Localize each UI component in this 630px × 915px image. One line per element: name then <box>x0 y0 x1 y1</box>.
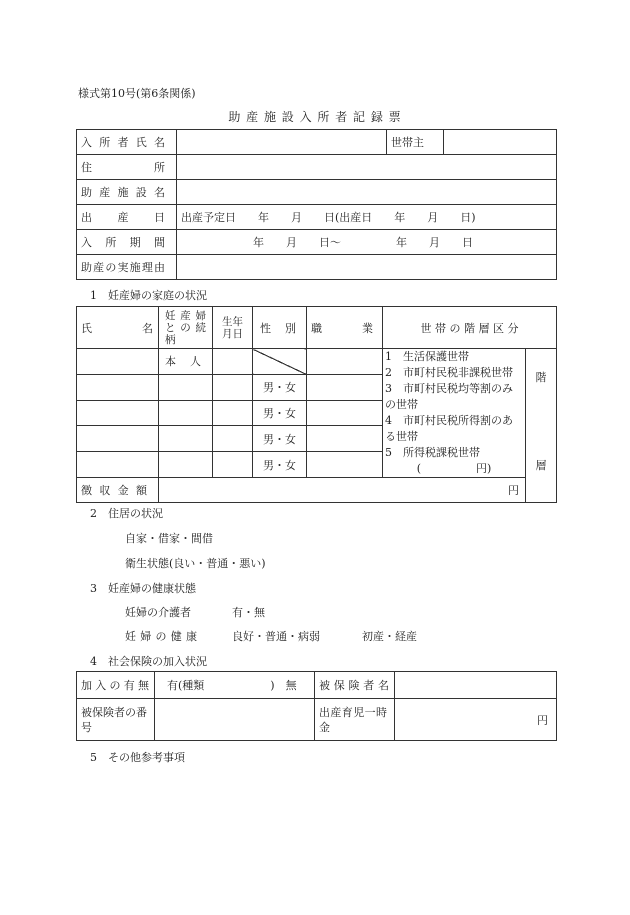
health-value: 良好・普通・病弱 <box>232 630 320 643</box>
member4-job[interactable] <box>307 426 383 452</box>
insured-no-field[interactable] <box>155 699 315 741</box>
member4-birthdate[interactable] <box>213 426 253 452</box>
reason-label: 助産の実施理由 <box>77 255 177 280</box>
member1-birthdate[interactable] <box>213 349 253 375</box>
household-head-label: 世帯主 <box>387 130 444 155</box>
class-item-3: 3 市町村民税均等割のみの世帯 <box>385 382 513 411</box>
member5-birthdate[interactable] <box>213 452 253 478</box>
member3-sex[interactable]: 男・女 <box>253 400 307 426</box>
address-label: 住所 <box>77 155 177 180</box>
member3-job[interactable] <box>307 400 383 426</box>
parity-value: 初産・経産 <box>362 630 417 643</box>
class-item-1: 1 生活保護世帯 <box>385 350 469 363</box>
applicant-info-table <box>76 129 557 280</box>
hygiene-state: 衛生状態(良い・普通・悪い) <box>125 557 266 570</box>
health-label: 妊婦の健康 <box>125 630 197 643</box>
class-list <box>383 349 526 478</box>
lump-sum-field[interactable] <box>395 699 557 741</box>
insured-no-label: 被保険者の番号 <box>77 699 155 741</box>
period-label: 入所期間 <box>77 230 177 255</box>
collection-yen: 円 <box>508 484 519 497</box>
lump-sum-yen: 円 <box>537 713 548 727</box>
name-field[interactable] <box>177 130 387 155</box>
member5-sex[interactable]: 男・女 <box>253 452 307 478</box>
member4-name[interactable] <box>77 426 159 452</box>
enroll-label: 加入の有無 <box>77 672 155 699</box>
facility-field[interactable] <box>177 180 557 205</box>
col-job: 職業 <box>307 307 383 349</box>
birth-date-field[interactable]: 出産予定日 年 月 日(出産日 年 月 日) <box>177 205 557 230</box>
class-paren: ( 円) <box>416 462 492 475</box>
member2-birthdate[interactable] <box>213 374 253 400</box>
class-item-5: 5 所得税課税世帯 <box>385 446 480 459</box>
member2-job[interactable] <box>307 374 383 400</box>
member2-relation[interactable] <box>159 374 213 400</box>
form-reference: 様式第10号(第6条関係) <box>78 87 196 100</box>
collection-amount-field[interactable] <box>159 478 526 503</box>
self-label-cell: 本人 <box>159 349 213 375</box>
member1-job[interactable] <box>307 349 383 375</box>
birth-date-label: 出産日 <box>77 205 177 230</box>
insurance-table <box>76 671 557 741</box>
col-sex: 性別 <box>253 307 307 349</box>
facility-label: 助産施設名 <box>77 180 177 205</box>
class-item-4: 4 市町村民税所得割のある世帯 <box>385 414 513 443</box>
col-birthdate: 生年月日 <box>213 307 253 349</box>
reason-field[interactable] <box>177 255 557 280</box>
member3-relation[interactable] <box>159 400 213 426</box>
household-head-field[interactable] <box>444 130 557 155</box>
col-relation: 妊産婦との続柄 <box>159 307 213 349</box>
collection-label: 徴収金額 <box>77 478 159 503</box>
member1-sex-diagonal <box>253 349 307 375</box>
member4-sex[interactable]: 男・女 <box>253 426 307 452</box>
lump-sum-label: 出産育児一時金 <box>315 699 395 741</box>
member5-name[interactable] <box>77 452 159 478</box>
member5-relation[interactable] <box>159 452 213 478</box>
member2-sex[interactable]: 男・女 <box>253 374 307 400</box>
enroll-field[interactable]: 有(種類 ) 無 <box>155 672 315 699</box>
member1-name[interactable] <box>77 349 159 375</box>
caregiver-value: 有・無 <box>232 606 265 619</box>
class-side: 階 層 <box>526 349 557 503</box>
member3-name[interactable] <box>77 400 159 426</box>
insured-name-label: 被保険者名 <box>315 672 395 699</box>
section4-heading: 4 社会保険の加入状況 <box>90 655 207 668</box>
col-class: 世 帯 の 階 層 区 分 <box>383 307 557 349</box>
form-title: 助 産 施 設 入 所 者 記 録 票 <box>228 110 402 124</box>
caregiver-label: 妊婦の介護者 <box>125 606 191 619</box>
member2-name[interactable] <box>77 374 159 400</box>
address-field[interactable] <box>177 155 557 180</box>
section5-heading: 5 その他参考事項 <box>90 751 185 764</box>
section1-heading: 1 妊産婦の家庭の状況 <box>90 289 207 302</box>
insured-name-field[interactable] <box>395 672 557 699</box>
member5-job[interactable] <box>307 452 383 478</box>
col-name: 氏名 <box>77 307 159 349</box>
section2-heading: 2 住居の状況 <box>90 507 163 520</box>
housing-type: 自家・借家・間借 <box>125 532 213 545</box>
family-table <box>76 306 557 503</box>
section3-heading: 3 妊産婦の健康状態 <box>90 582 196 595</box>
name-label: 入所者氏名 <box>77 130 177 155</box>
class-item-2: 2 市町村民税非課税世帯 <box>385 366 513 379</box>
member4-relation[interactable] <box>159 426 213 452</box>
member3-birthdate[interactable] <box>213 400 253 426</box>
period-field[interactable]: 年 月 日〜 年 月 日 <box>177 230 557 255</box>
